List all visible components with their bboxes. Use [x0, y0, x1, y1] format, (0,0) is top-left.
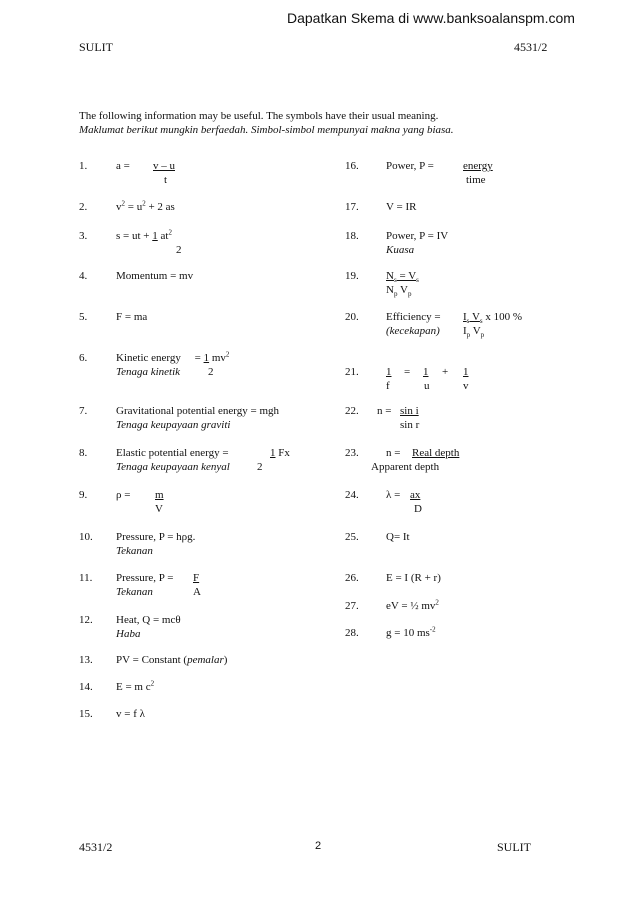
formula-number: 2.	[79, 201, 88, 213]
formula-number: 26.	[345, 572, 359, 584]
formula-25: Q= It	[386, 531, 410, 543]
formula-12: Heat, Q = mcθ	[116, 614, 181, 626]
formula-24-numerator: ax	[410, 489, 421, 501]
intro-english: The following information may be useful. The symbols have their usual meaning.	[79, 110, 439, 122]
formula-3-denominator: 2	[176, 244, 182, 256]
formula-8-denominator: 2	[257, 461, 263, 473]
formula-number: 17.	[345, 201, 359, 213]
formula-19-bottom: $N_p$ $V_p$	[386, 284, 412, 299]
header-left: SULIT	[79, 40, 113, 54]
banner-text: Dapatkan Skema di www.banksoalanspm.com	[287, 10, 575, 26]
formula-20-numerator: $I_s$ $V_s$ x 100 %	[463, 311, 523, 326]
formula-number: 25.	[345, 531, 359, 543]
formula-number: 7.	[79, 405, 88, 417]
formula-number: 10.	[79, 531, 93, 543]
formula-28: g = 10 $ms^{-2}$	[386, 625, 436, 639]
formula-number: 27.	[345, 600, 359, 612]
formula-11-numerator: F	[193, 572, 200, 584]
formula-number: 12.	[79, 614, 93, 626]
formula-number: 20.	[345, 311, 359, 323]
formula-23-denominator: Apparent depth	[371, 461, 440, 473]
header-right: 4531/2	[514, 40, 548, 54]
formula-13: PV = Constant (pemalar)	[116, 654, 228, 666]
formula-23-numerator: Real depth	[412, 447, 460, 459]
formula-number: 23.	[345, 447, 359, 459]
formula-21-num-v: 1	[463, 366, 469, 378]
formula-21-num-u: 1	[423, 366, 429, 378]
footer-left: 4531/2	[79, 840, 113, 854]
formula-10: Pressure, P = hρg.	[116, 531, 196, 543]
formula-8-lhs: Elastic potential energy =	[116, 447, 229, 459]
formula-24-denominator: D	[414, 503, 422, 515]
formula-number: 3.	[79, 230, 88, 242]
formula-9-lhs: ρ =	[116, 489, 131, 501]
formula-number: 5.	[79, 311, 88, 323]
formula-3: s = ut + 1 $at^2$	[116, 228, 172, 242]
formula-number: 4.	[79, 270, 88, 282]
formula-11-lhs: Pressure, P =	[116, 572, 174, 584]
footer-right: SULIT	[497, 840, 531, 854]
formula-16-lhs: Power, P =	[386, 160, 434, 172]
formula-8-rhs: 1 Fx	[270, 447, 290, 459]
formula-number: 21.	[345, 366, 359, 378]
formula-21-num-f: 1	[386, 366, 392, 378]
formula-10-malay: Tekanan	[116, 545, 153, 557]
formula-21-den-v: v	[463, 380, 469, 392]
formula-20-malay: (kecekapan)	[386, 325, 440, 337]
formula-9-denominator: V	[155, 503, 163, 515]
formula-11-malay: Tekanan	[116, 586, 153, 598]
formula-21-den-f: f	[386, 380, 390, 392]
formula-14: E = m $c^2$	[116, 679, 155, 693]
formula-19-top: $N_s = V_s$	[386, 270, 419, 285]
formula-23-lhs: n =	[386, 447, 401, 459]
formula-6-denominator: 2	[208, 366, 214, 378]
formula-number: 16.	[345, 160, 359, 172]
formula-15: v = f λ	[116, 708, 145, 720]
formula-number: 13.	[79, 654, 93, 666]
formula-21-equals: =	[404, 366, 411, 378]
formula-21-plus: +	[442, 366, 449, 378]
formula-1-numerator: v – u	[153, 160, 175, 172]
formula-22-lhs: n =	[377, 405, 392, 417]
formula-number: 6.	[79, 352, 88, 364]
formula-16-numerator: energy	[463, 160, 493, 172]
formula-26: E = I (R + r)	[386, 572, 441, 584]
formula-number: 18.	[345, 230, 359, 242]
formula-12-malay: Haba	[116, 628, 141, 640]
formula-1-lhs: a =	[116, 160, 130, 172]
formula-number: 9.	[79, 489, 88, 501]
formula-18: Power, P = IV	[386, 230, 449, 242]
formula-number: 22.	[345, 405, 359, 417]
formula-7: Gravitational potential energy = mgh	[116, 405, 280, 417]
formula-24-lhs: λ =	[386, 489, 401, 501]
formula-17: V = IR	[386, 201, 417, 213]
formula-21-den-u: u	[424, 380, 430, 392]
intro-malay: Maklumat berikut mungkin berfaedah. Simbol-simbol mempunyai makna yang biasa.	[79, 124, 454, 136]
formula-1-denominator: t	[164, 174, 168, 186]
formula-number: 1.	[79, 160, 88, 172]
formula-number: 8.	[79, 447, 88, 459]
formula-6: Kinetic energy = 1 $mv^2$	[116, 350, 230, 364]
formula-20-denominator: $I_p$ $V_p$	[463, 325, 485, 340]
formula-2: $v^2 = u^2 + 2$ as	[116, 199, 175, 213]
formula-number: 14.	[79, 681, 93, 693]
formula-number: 19.	[345, 270, 359, 282]
formula-7-malay: Tenaga keupayaan graviti	[116, 419, 231, 431]
formula-16-denominator: time	[466, 174, 486, 186]
formula-9-numerator: m	[155, 489, 164, 501]
formula-22-denominator: sin r	[400, 419, 420, 431]
formula-8-malay: Tenaga keupayaan kenyal	[116, 461, 230, 473]
formula-5: F = ma	[116, 311, 148, 323]
formula-11-denominator: A	[193, 586, 201, 598]
formula-number: 24.	[345, 489, 359, 501]
formula-22-numerator: sin i	[400, 405, 419, 417]
page-number: 2	[315, 840, 322, 852]
formula-18-malay: Kuasa	[386, 244, 415, 256]
formula-number: 11.	[79, 572, 93, 584]
formula-27: eV = ½ $mv^2$	[386, 598, 439, 612]
formula-4: Momentum = mv	[116, 270, 194, 282]
formula-20-lhs: Efficiency =	[386, 311, 441, 323]
formula-number: 28.	[345, 627, 359, 639]
formula-number: 15.	[79, 708, 93, 720]
formula-6-malay: Tenaga kinetik	[116, 366, 181, 378]
